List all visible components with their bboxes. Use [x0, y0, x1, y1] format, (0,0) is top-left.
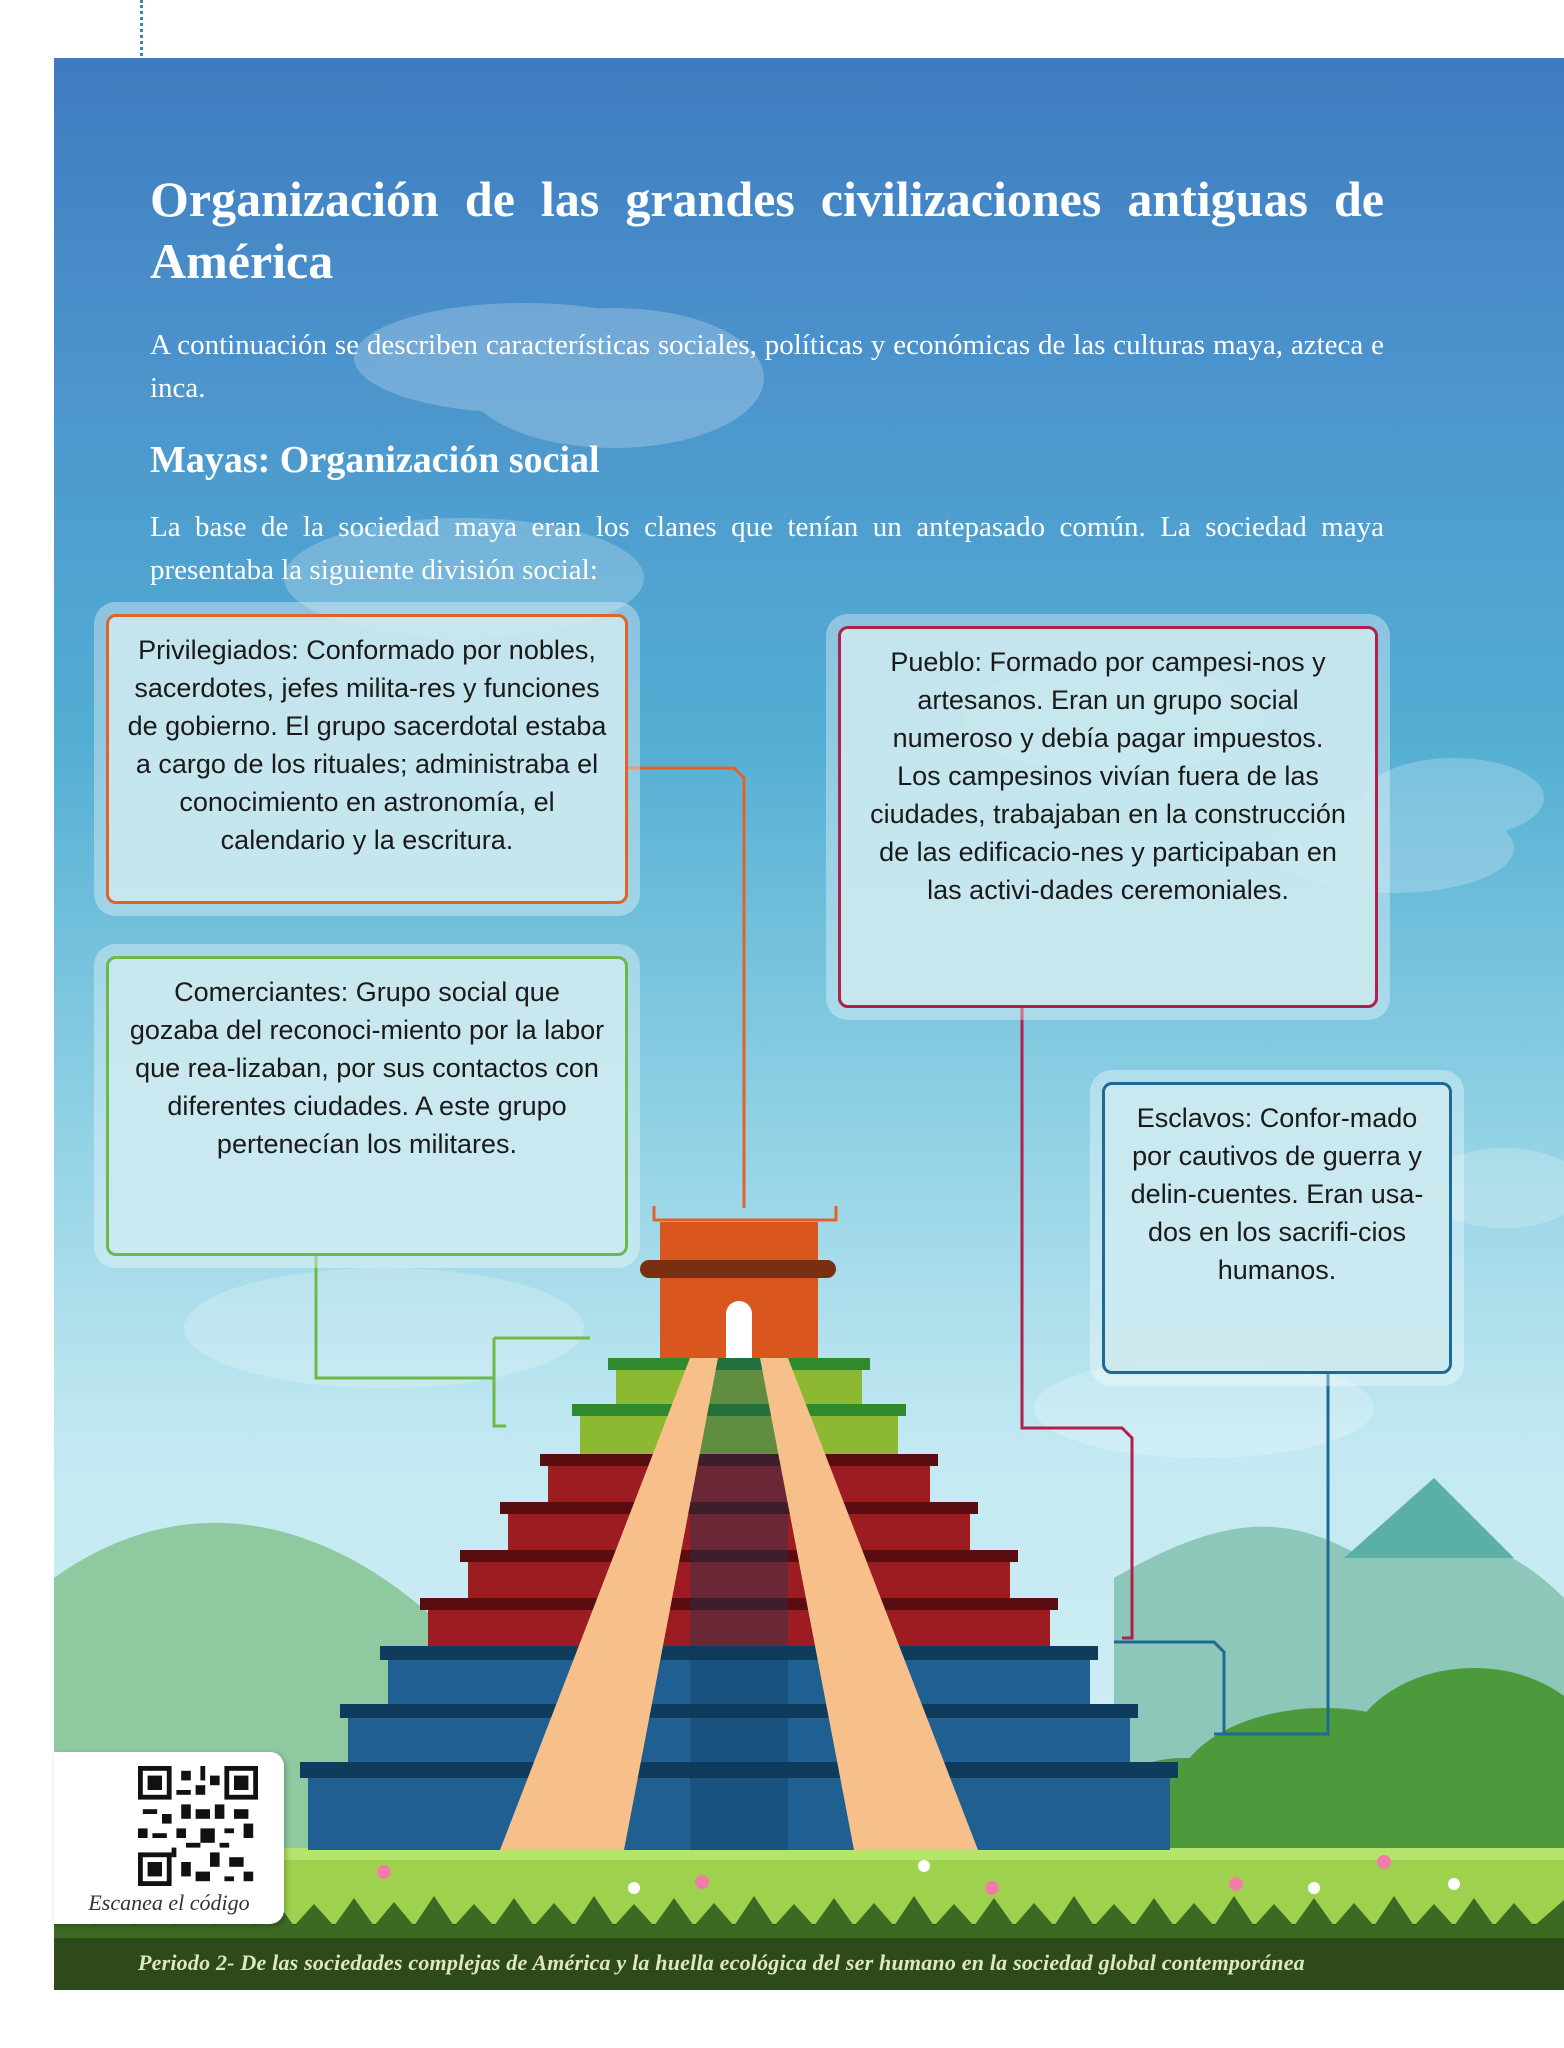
content-panel	[54, 58, 1564, 1990]
box-comerciantes-text: Comerciantes: Grupo social que gozaba del reconoci-miento por la labor que rea-lizaban, por sus contactos con diferentes ciudades. A este grupo pertenecían los militares.	[129, 977, 605, 1159]
temple	[640, 1222, 836, 1360]
qr-caption: Escanea el código	[88, 1890, 250, 1915]
box-privilegiados	[106, 614, 628, 904]
page-title: Organización de las grandes civilizaciones antiguas de América	[150, 171, 1384, 289]
box-esclavos	[1102, 1082, 1452, 1374]
footer-text: Periodo 2- De las sociedades complejas de América y la huella ecológica del ser humano en la sociedad global contemporánea	[138, 1950, 1305, 1975]
box-esclavos-text: Esclavos: Confor-mado por cautivos de guerra y delin-cuentes. Eran usa-dos en los sacrifi-cios humanos.	[1130, 1103, 1424, 1285]
box-privilegiados-text: Privilegiados: Conformado por nobles, sacerdotes, jefes milita-res y funciones de gobierno. El grupo sacerdotal estaba a cargo de los rituales; administraba el conocimiento en astronomía, el calendario y la escritura.	[127, 635, 607, 855]
box-pueblo-text-1: Pueblo: Formado por campesi-nos y artesanos. Eran un grupo social numeroso y debía pagar impuestos.	[890, 647, 1326, 753]
intro-paragraph: A continuación se describen características sociales, políticas y económicas de las culturas maya, azteca e inca.	[150, 329, 1384, 404]
qr-code-icon[interactable]	[138, 1766, 258, 1886]
section-paragraph: La base de la sociedad maya eran los clanes que tenían un antepasado común. La sociedad maya presentaba la siguiente división social:	[150, 511, 1384, 586]
section-title: Mayas: Organización social	[150, 439, 600, 481]
box-comerciantes	[106, 956, 628, 1256]
box-pueblo-text-2: Los campesinos vivían fuera de las ciudades, trabajaban en la construcción de las edificacio-nes y participaban en las activi-dades ceremoniales.	[870, 761, 1346, 905]
mountain-peak	[1344, 1478, 1514, 1558]
box-pueblo	[838, 626, 1378, 1008]
qr-code-panel[interactable]	[54, 1752, 284, 1924]
